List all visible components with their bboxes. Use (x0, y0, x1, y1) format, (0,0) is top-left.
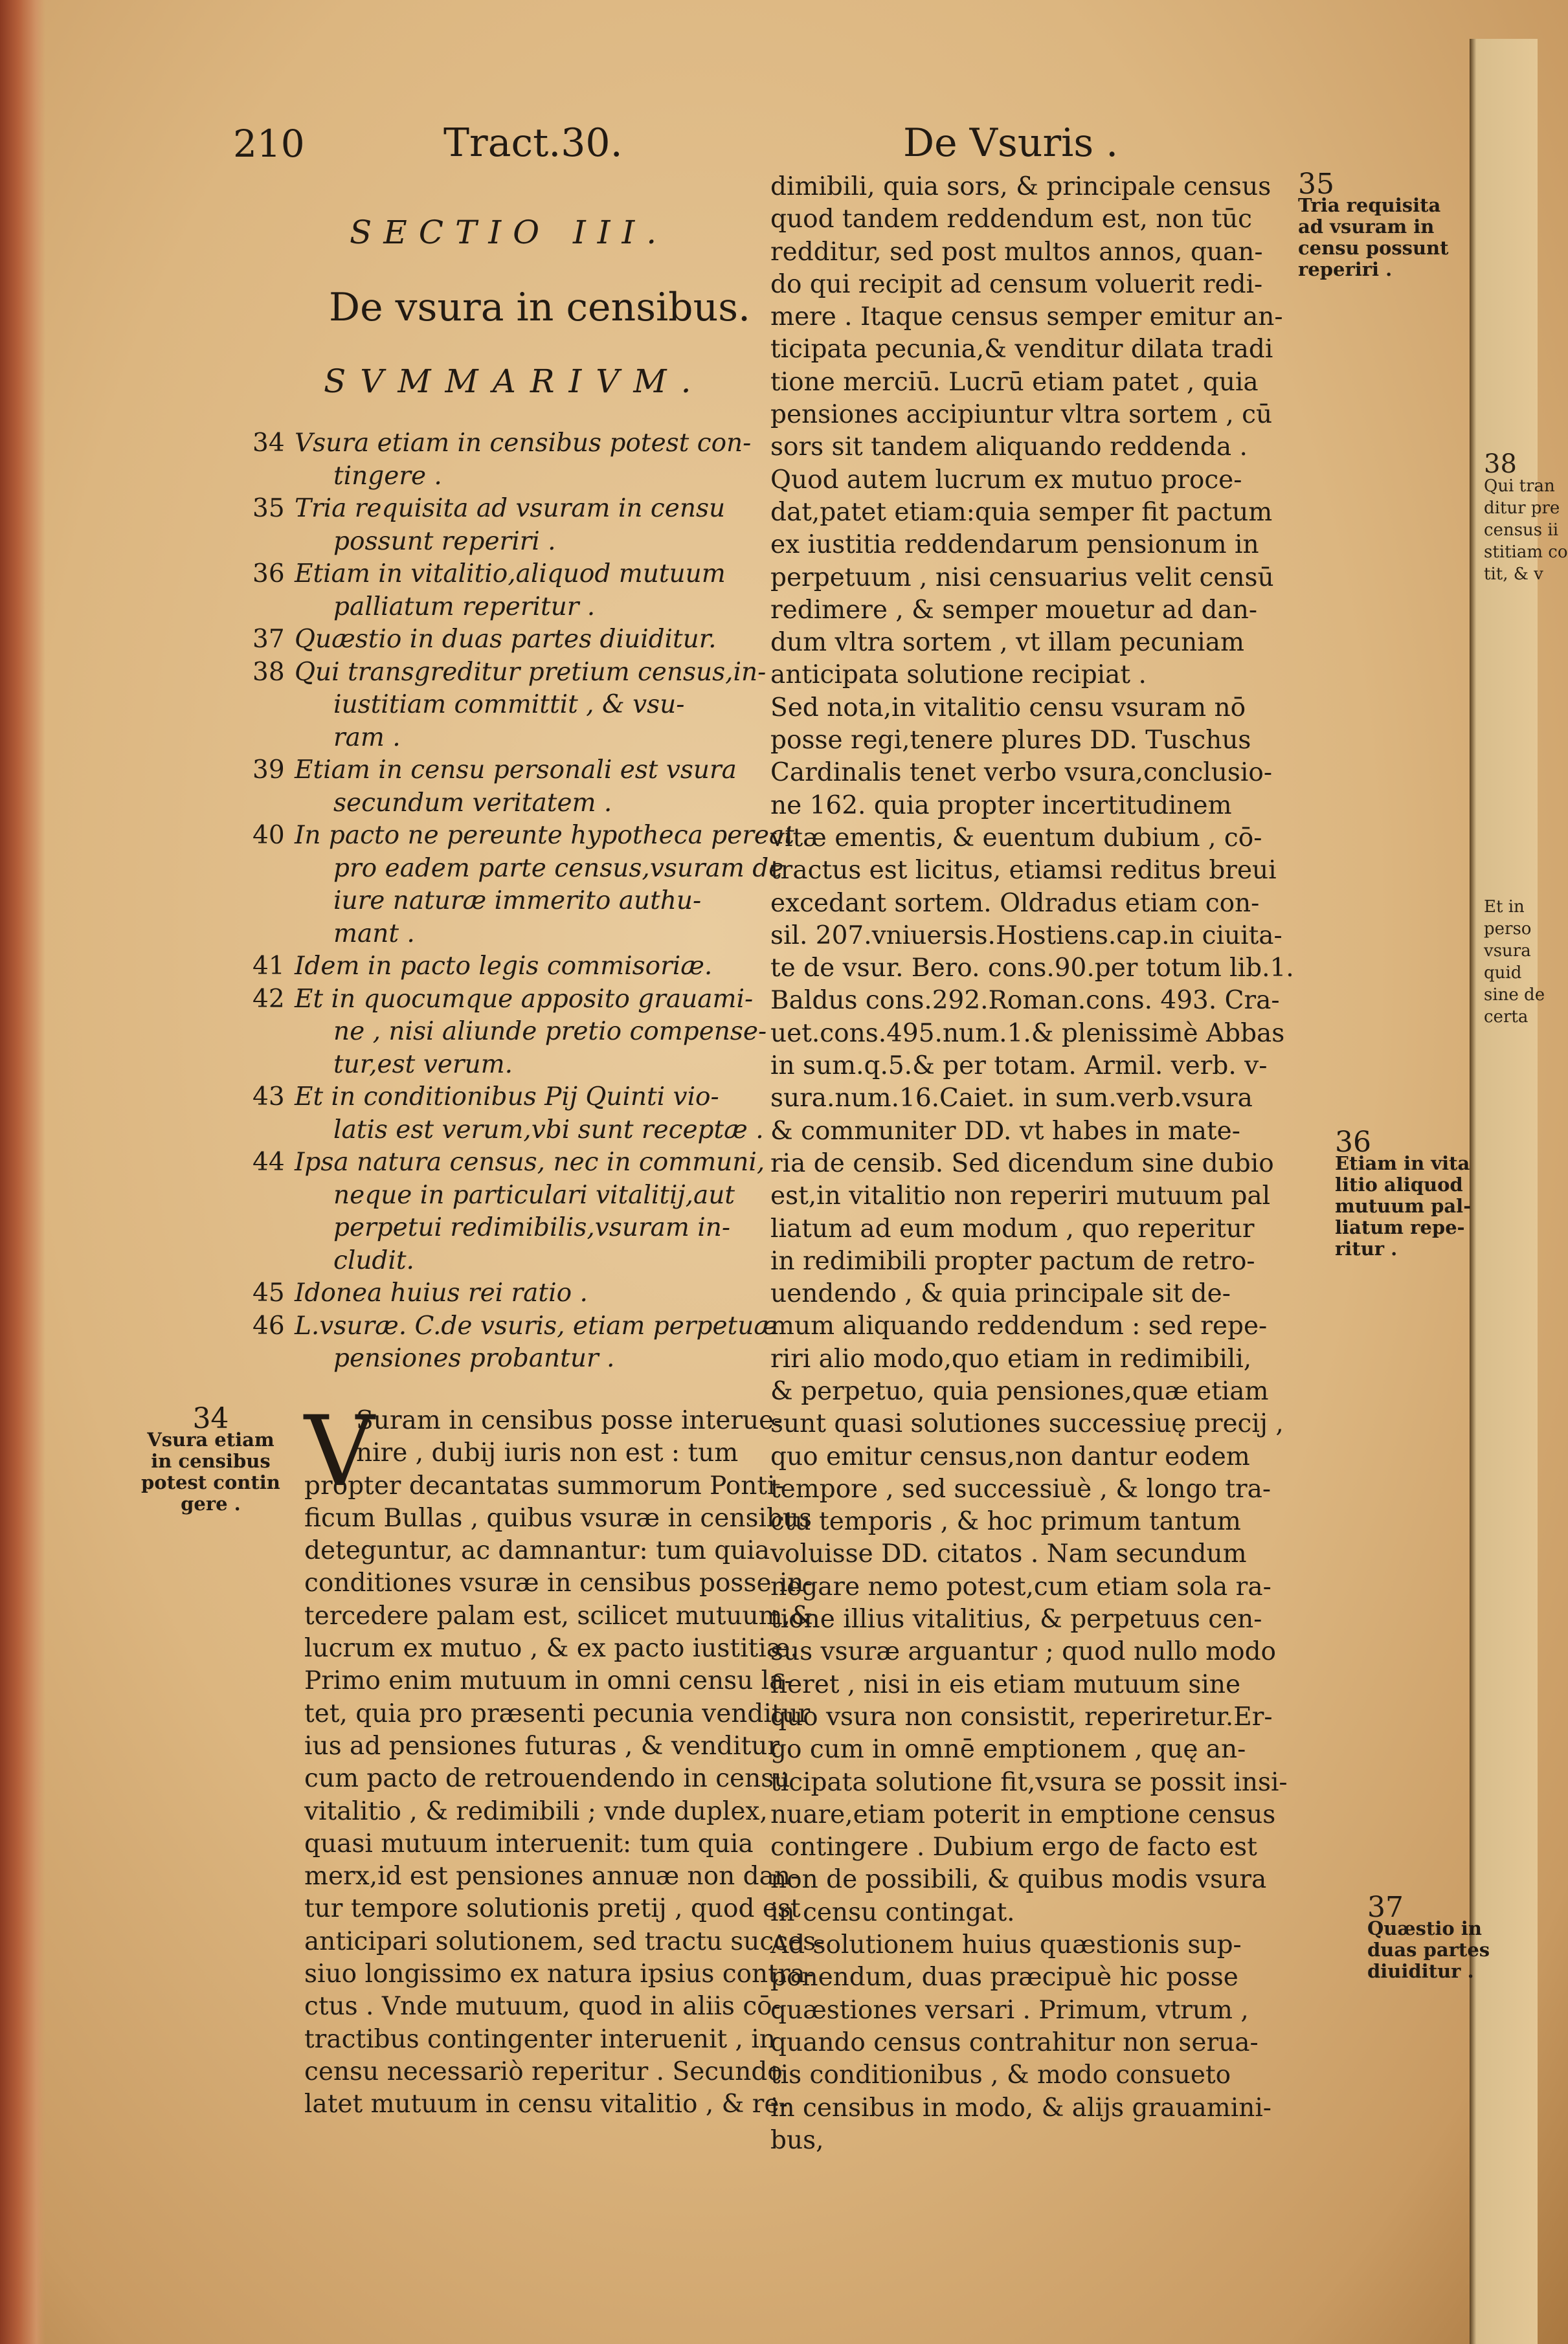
running-head-tract: Tract.30. (443, 120, 623, 166)
text-line: ex iustitia reddendarum pensionum in (770, 530, 1259, 560)
margin-note-37 (1367, 1891, 1490, 1982)
summarium-heading: SVMMARIVM. (324, 363, 706, 400)
text-line: quo emitur census,non dantur eodem (770, 1442, 1250, 1471)
summary-line: tur,est verum. (333, 1049, 513, 1079)
summary-line: In pacto ne pereunte hypotheca pereat (295, 821, 794, 850)
gutter-line: census ii (1484, 520, 1559, 540)
text-line: lucrum ex mutuo , & ex pacto iustitiæ. (304, 1634, 798, 1664)
text-line: ponendum, duas præcipuè hic posse (770, 1963, 1238, 1992)
summary-number: 36 (252, 559, 285, 588)
summary-line: mant . (333, 919, 415, 948)
text-line: redditur, sed post multos annos, quan- (770, 237, 1263, 267)
text-line: nire , dubij iuris non est : tum (356, 1438, 739, 1468)
text-line: do qui recipit ad censum voluerit redi- (770, 269, 1263, 299)
drop-cap: V (304, 1396, 375, 1508)
text-line: quando census contrahitur non serua- (770, 2027, 1259, 2057)
margin-note-line: reperiri . (1298, 258, 1393, 280)
margin-note-line: in censibus (151, 1450, 271, 1472)
gutter-line: ditur pre (1484, 498, 1560, 518)
text-line: in censibus in modo, & alijs grauamini- (770, 2093, 1271, 2123)
summary-line: secundum veritatem . (333, 788, 612, 818)
text-line: tractibus contingenter interuenit , in (304, 2024, 776, 2054)
text-line: Sed nota,in vitalitio censu vsuram nō (770, 693, 1246, 722)
text-line: ficum Bullas , quibus vsuræ in censibus (304, 1503, 812, 1533)
text-line: quæstiones versari . Primum, vtrum , (770, 1995, 1249, 2025)
text-line: Suram in censibus posse interue- (356, 1406, 783, 1435)
margin-note-number: 37 (1367, 1891, 1404, 1924)
summary-number: 37 (252, 625, 285, 654)
margin-note-36 (1335, 1126, 1472, 1260)
text-line: vitalitio , & redimibili ; vnde duplex, (304, 1796, 768, 1826)
text-line: mere . Itaque census semper emitur an- (770, 302, 1283, 332)
text-line: Primo enim mutuum in omni censu la- (304, 1666, 793, 1696)
text-line: go cum in omnē emptionem , quę an- (770, 1735, 1246, 1765)
text-line: non de possibili, & quibus modis vsura (770, 1865, 1267, 1895)
margin-note-line: litio aliquod (1335, 1174, 1463, 1196)
page-edge (0, 0, 45, 2344)
summary-number: 43 (252, 1082, 285, 1111)
summary-line: neque in particulari vitalitij,aut (333, 1180, 735, 1210)
margin-note-number: 36 (1335, 1126, 1371, 1159)
facing-page-gutter (1470, 39, 1568, 2344)
summary-line: perpetui redimibilis,vsuram in- (333, 1213, 731, 1242)
text-line: sunt quasi solutiones successiuę precij , (770, 1409, 1284, 1439)
text-line: fieret , nisi in eis etiam mutuum sine (770, 1669, 1241, 1699)
text-line: deteguntur, ac damnantur: tum quia (304, 1536, 770, 1566)
summary-item (252, 820, 803, 950)
text-line: siuo longissimo ex natura ipsius contra- (304, 1959, 814, 1989)
text-line: bus, (770, 2125, 824, 2155)
summary-item (252, 558, 803, 623)
margin-note-number: 34 (192, 1402, 229, 1435)
gutter-line: stitiam co (1484, 542, 1568, 562)
text-line: riri alio modo,quo etiam in redimibili, (770, 1344, 1252, 1374)
margin-note-34 (141, 1402, 280, 1515)
summary-line: Et in conditionibus Pij Quinti vio- (295, 1082, 719, 1111)
text-line: liatum ad eum modum , quo reperitur (770, 1214, 1255, 1244)
text-line: Ad solutionem huius quæstionis sup- (770, 1930, 1242, 1960)
text-line: est,in vitalitio non reperiri mutuum pal (770, 1181, 1271, 1211)
text-line: sura.num.16.Caiet. in sum.verb.vsura (770, 1084, 1253, 1113)
summary-line: latis est verum,vbi sunt receptæ . (333, 1115, 764, 1144)
text-line: tercedere palam est, scilicet mutuum,& (304, 1601, 813, 1631)
summary-line: palliatum reperitur . (333, 592, 596, 621)
text-line: mum aliquando reddendum : sed repe- (770, 1312, 1268, 1341)
text-line: in redimibili propter pactum de retro- (770, 1246, 1255, 1276)
margin-note-line: liatum repe- (1335, 1216, 1465, 1238)
text-line: ne 162. quia propter incertitudinem (770, 790, 1232, 820)
summary-line: Etiam in censu personali est vsura (295, 755, 737, 785)
summary-line: Ipsa natura census, nec in communi, (295, 1148, 765, 1177)
summary-line: tingere . (333, 461, 442, 491)
text-line: tempore , sed successiuè , & longo tra- (770, 1474, 1271, 1504)
summary-number: 46 (252, 1311, 285, 1341)
margin-note-line: duas partes (1367, 1939, 1490, 1961)
margin-note-line: ritur . (1335, 1238, 1398, 1260)
text-line: uet.cons.495.num.1.& plenissimè Abbas (770, 1018, 1285, 1048)
summary-line: possunt reperiri . (333, 526, 556, 556)
summary-item (252, 623, 803, 656)
text-line: ticipata solutione fit,vsura se possit insi- (770, 1767, 1288, 1797)
margin-note-line: Tria requisita (1298, 194, 1441, 216)
text-line: cum pacto de retrouendendo in censu (304, 1764, 790, 1794)
margin-note-line: potest contin (141, 1471, 280, 1493)
gutter-line: Et in (1484, 897, 1525, 917)
text-line: tet, quia pro præsenti pecunia venditur (304, 1699, 811, 1728)
summary-line: iure naturæ immerito authu- (333, 886, 702, 915)
summary-line: Qui transgreditur pretium census,in- (295, 657, 767, 687)
text-line: posse regi,tenere plures DD. Tuschus (770, 726, 1251, 755)
text-line: pensiones accipiuntur vltra sortem , cū (770, 400, 1273, 430)
text-line: conditiones vsuræ in censibus posse in- (304, 1568, 812, 1598)
margin-note-line: Vsura etiam (147, 1429, 274, 1451)
summary-line: iustitiam committit , & vsu- (333, 690, 685, 719)
margin-note-line: Quæstio in (1367, 1917, 1482, 1939)
gutter-line: Qui tran (1484, 476, 1555, 496)
gutter-line: quid (1484, 963, 1522, 983)
summary-number: 42 (252, 984, 285, 1014)
summary-line: ram . (333, 722, 401, 752)
summary-line: Idem in pacto legis commisoriæ. (295, 952, 713, 981)
summary-number: 34 (252, 429, 285, 458)
gutter-line: perso (1484, 919, 1532, 939)
text-line: dimibili, quia sors, & principale census (770, 172, 1271, 201)
text-line: vitæ ementis, & euentum dubium , cō- (770, 823, 1262, 853)
text-line: quasi mutuum interuenit: tum quia (304, 1829, 754, 1858)
summary-line: Vsura etiam in censibus potest con- (295, 429, 752, 458)
text-line: redimere , & semper mouetur ad dan- (770, 595, 1258, 625)
text-line: nuare,etiam poterit in emptione census (770, 1800, 1276, 1829)
summary-item (252, 754, 803, 820)
summary-number: 41 (252, 952, 285, 981)
summary-item (252, 1081, 803, 1146)
text-line: anticipari solutionem, sed tractu succes- (304, 1926, 825, 1956)
text-line: sil. 207.vniuersis.Hostiens.cap.in ciuita- (770, 921, 1282, 950)
text-line: ctus . Vnde mutuum, quod in aliis cō- (304, 1992, 781, 2022)
gutter-line: certa (1484, 1007, 1529, 1027)
gutter-line: vsura (1484, 941, 1531, 961)
margin-note-line: censu possunt (1298, 237, 1449, 259)
page-number: 210 (233, 122, 305, 166)
summary-number: 45 (252, 1278, 285, 1308)
margin-note-line: gere . (181, 1493, 241, 1515)
margin-note-line: mutuum pal- (1335, 1195, 1472, 1217)
margin-note-line: ad vsuram in (1298, 216, 1435, 238)
text-line: sors sit tandem aliquando reddenda . (770, 432, 1248, 462)
text-line: & communiter DD. vt habes in mate- (770, 1116, 1240, 1146)
text-line: te de vsur. Bero. cons.90.per totum lib.1. (770, 954, 1294, 983)
summary-line: Etiam in vitalitio,aliquod mutuum (295, 559, 726, 588)
summary-number: 38 (252, 657, 285, 687)
gutter-line: sine de (1484, 985, 1545, 1005)
summary-item (252, 983, 803, 1082)
text-line: ria de censib. Sed dicendum sine dubio (770, 1148, 1274, 1178)
summary-line: Idonea huius rei ratio . (295, 1278, 588, 1308)
text-line: ticipata pecunia,& venditur dilata tradi (770, 335, 1273, 364)
section-label: SECTIO III. (350, 214, 669, 251)
summary-item (252, 427, 803, 493)
summary-number: 39 (252, 755, 285, 785)
summary-line: Quæstio in duas partes diuiditur. (295, 625, 717, 654)
summary-item (252, 1310, 803, 1376)
text-line: censu necessariò reperitur . Secundo (304, 2057, 783, 2086)
text-line: voluisse DD. citatos . Nam secundum (770, 1539, 1247, 1569)
facing-page-fragments (1484, 449, 1568, 1028)
text-line: dat,patet etiam:quia semper fit pactum (770, 497, 1273, 527)
summary-line: ne , nisi aliunde pretio compense- (333, 1017, 767, 1046)
gutter-line: 38 (1484, 449, 1517, 479)
margin-note-number: 35 (1298, 168, 1334, 201)
text-line: tis conditionibus , & modo consueto (770, 2060, 1231, 2090)
right-column-text (770, 171, 1294, 2157)
margin-note-35 (1298, 168, 1449, 280)
text-line: negare nemo potest,cum etiam sola ra- (770, 1572, 1271, 1602)
summary-list (252, 427, 803, 1376)
text-line: & perpetuo, quia pensiones,quæ etiam (770, 1376, 1269, 1406)
text-line: latet mutuum in censu vitalitio , & re- (304, 2090, 788, 2119)
margin-note-line: Etiam in vita (1335, 1152, 1470, 1174)
text-line: merx,id est pensiones annuæ non dan- (304, 1862, 800, 1892)
text-line: in sum.q.5.& per totam. Armil. verb. v- (770, 1051, 1268, 1081)
summary-item (252, 950, 803, 983)
text-line: tione merciū. Lucrū etiam patet , quia (770, 367, 1259, 397)
text-line: tione illius vitalitius, & perpetuus cen- (770, 1605, 1262, 1635)
text-line: quo vsura non consistit, reperiretur.Er- (770, 1702, 1273, 1732)
text-line: sus vsuræ arguantur ; quod nullo modo (770, 1637, 1277, 1667)
text-line: ctu temporis , & hoc primum tantum (770, 1507, 1241, 1537)
summary-number: 44 (252, 1148, 285, 1177)
summary-number: 40 (252, 821, 285, 850)
summary-item (252, 1277, 803, 1310)
text-line: perpetuum , nisi censuarius velit censū (770, 563, 1274, 592)
text-line: in censu contingat. (770, 1897, 1015, 1927)
text-line: tur tempore solutionis pretij , quod est (304, 1894, 801, 1924)
margin-note-line: diuiditur . (1367, 1960, 1474, 1982)
text-line: Quod autem lucrum ex mutuo proce- (770, 465, 1242, 495)
text-line: propter decantatas summorum Ponti- (304, 1471, 784, 1501)
text-line: quod tandem reddendum est, non tūc (770, 205, 1253, 234)
summary-line: cludit. (333, 1245, 414, 1275)
section-title: De vsura in censibus. (329, 285, 751, 330)
running-head-title: De Vsuris . (903, 120, 1119, 166)
summary-item (252, 656, 803, 755)
text-line: Cardinalis tenet verbo vsura,conclusio- (770, 758, 1272, 788)
text-line: dum vltra sortem , vt illam pecuniam (770, 628, 1244, 658)
text-line: ius ad pensiones futuras , & venditur (304, 1731, 780, 1761)
text-line: anticipata solutione recipiat . (770, 660, 1147, 690)
summary-line: pensiones probantur . (333, 1344, 615, 1373)
summary-line: pro eadem parte census,vsuram de (333, 853, 784, 883)
gutter-line: tit, & v (1484, 564, 1543, 584)
summary-item (252, 493, 803, 558)
summary-line: Tria requisita ad vsuram in censu (295, 494, 726, 523)
text-line: excedant sortem. Oldradus etiam con- (770, 888, 1260, 918)
left-column-text (304, 1396, 825, 2121)
summary-number: 35 (252, 494, 285, 523)
summary-item (252, 1146, 803, 1277)
text-line: tractus est licitus, etiamsi reditus breui (770, 856, 1277, 886)
text-line: Baldus cons.292.Roman.cons. 493. Cra- (770, 986, 1280, 1016)
text-line: uendendo , & quia principale sit de- (770, 1279, 1231, 1309)
summary-line: L.vsuræ. C.de vsuris, etiam perpetuæ (295, 1311, 778, 1341)
summary-line: Et in quocumque apposito grauami- (295, 984, 754, 1014)
text-line: contingere . Dubium ergo de facto est (770, 1833, 1257, 1862)
